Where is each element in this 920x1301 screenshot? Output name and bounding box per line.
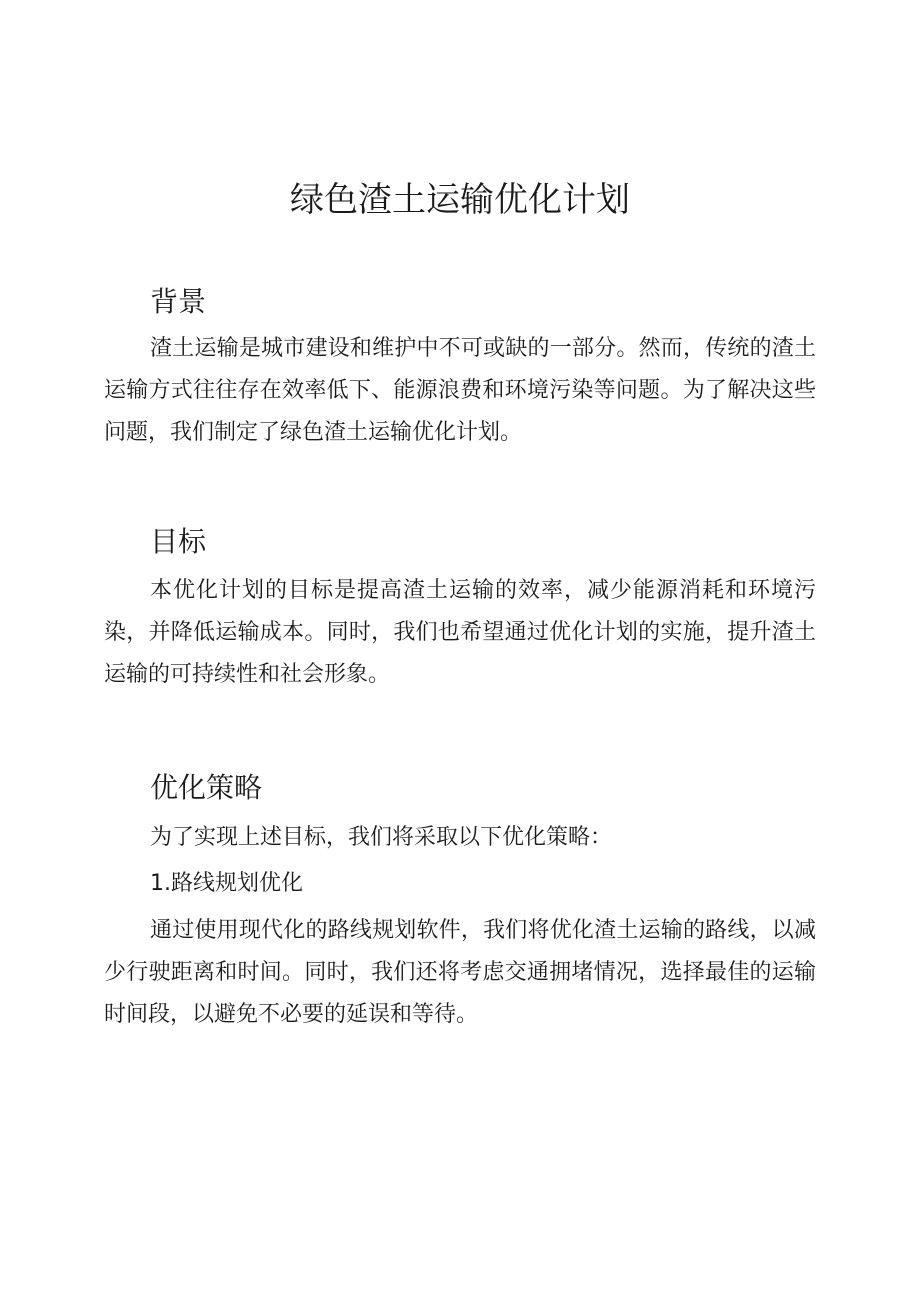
section-heading-strategy: 优化策略	[150, 771, 263, 804]
strategy-subheading: 1.路线规划优化	[150, 871, 303, 896]
section-paragraph-background: 渣土运输是城市建设和维护中不可或缺的一部分。然而，传统的渣土运输方式往往存在效率低下、能源浪费和环境污染等问题。为了解决这些问题，我们制定了绿色渣土运输优化计划。	[104, 336, 816, 445]
document-title: 绿色渣土运输优化计划	[290, 180, 630, 220]
section-heading-goals: 目标	[150, 525, 207, 558]
section-heading-background: 背景	[150, 285, 207, 318]
strategy-intro: 为了实现上述目标，我们将采取以下优化策略：	[150, 825, 613, 850]
section-paragraph-goals: 本优化计划的目标是提高渣土运输的效率，减少能源消耗和环境污染，并降低运输成本。同时，我们也希望通过优化计划的实施，提升渣土运输的可持续性和社会形象。	[104, 578, 816, 687]
strategy-paragraph: 通过使用现代化的路线规划软件，我们将优化渣土运输的路线，以减少行驶距离和时间。同时，我们还将考虑交通拥堵情况，选择最佳的运输时间段，以避免不必要的延误和等待。	[104, 918, 816, 1027]
